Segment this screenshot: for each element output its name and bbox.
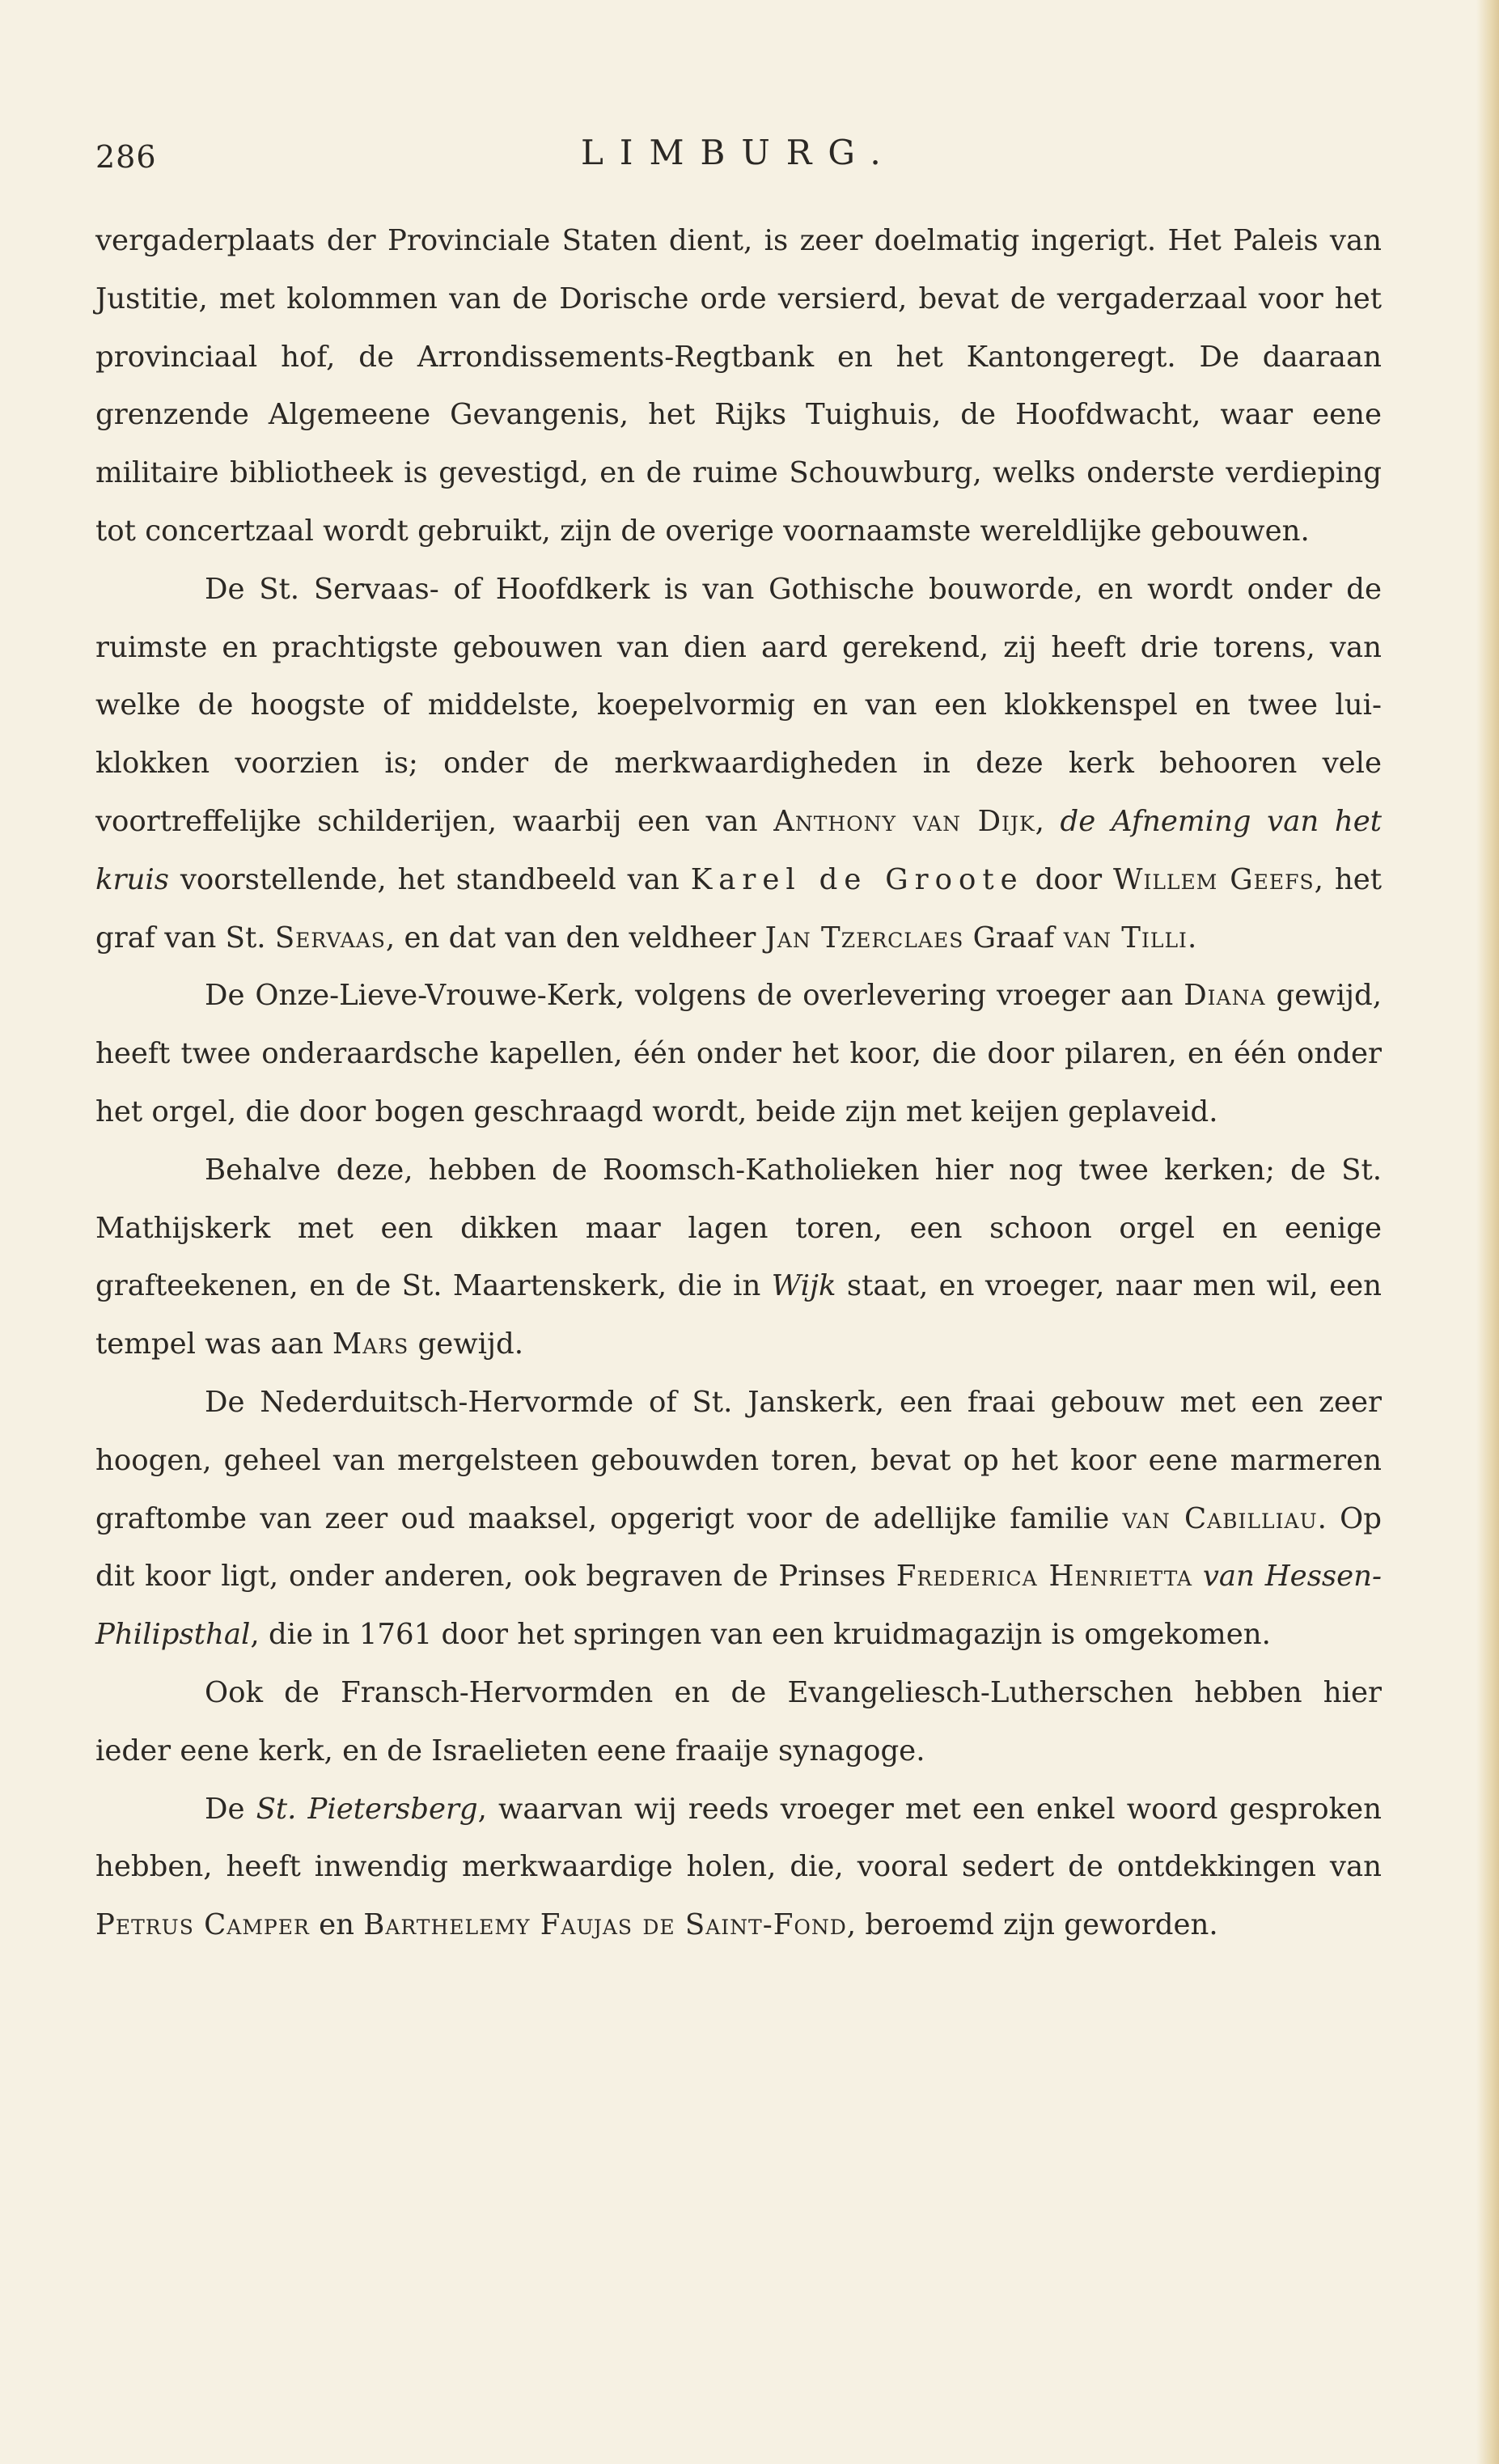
paragraph xyxy=(95,967,1382,1141)
text-run: Behalve deze, hebben de Roomsch-Katholieken hier nog twee kerken; de St. Mathijskerk met een dikken maar lagen toren, een schoon orgel en eenige grafteekenen, en de St. Maartenskerk, die in xyxy=(95,1153,1382,1303)
text-sc: Servaas xyxy=(274,921,386,955)
text-run: , en dat van den veldheer xyxy=(385,921,765,955)
body-text xyxy=(95,212,1382,1954)
text-run: gewijd, heeft twee onderaardsche kapellen, één onder het koor, die door pilaren, en één onder het orgel, die door bogen geschraagd wordt, beide zijn met keijen geplaveid. xyxy=(95,979,1382,1128)
page-edge xyxy=(1476,0,1499,2464)
text-run: , xyxy=(1035,804,1061,838)
text-run: Graaf xyxy=(963,921,1064,955)
text-it: van Hessen-Philipsthal xyxy=(95,1560,1382,1652)
text-run: . xyxy=(1187,921,1197,955)
paragraph xyxy=(95,561,1382,967)
text-run: De St. Servaas- of Hoofdkerk is van Gothische bouworde, en wordt onder de ruimste en prachtigste gebouwen van dien aard gerekend, zij heeft drie torens, van welke de hoogste of middelste, koepelvormig en van een klokkenspel en twee lui-klokken voorzien is; onder de merkwaardigheden in deze kerk behooren vele voortreffelijke schilderijen, waarbij een van xyxy=(95,572,1382,838)
text-run: en xyxy=(309,1908,364,1942)
text-run: De xyxy=(205,1792,256,1826)
paragraph xyxy=(95,1664,1382,1780)
text-sc: Diana xyxy=(1184,979,1266,1013)
paragraph xyxy=(95,1780,1382,1954)
text-run: door xyxy=(1023,862,1113,896)
paragraph xyxy=(95,1141,1382,1374)
text-sc: Jan Tzerclaes xyxy=(764,921,964,955)
running-title: LIMBURG. xyxy=(581,133,897,172)
text-run: , beroemd zijn geworden. xyxy=(846,1908,1218,1942)
text-run: staat, en vroeger, naar men wil, een tempel was aan xyxy=(95,1269,1382,1361)
text-sc: Mars xyxy=(332,1327,409,1361)
text-it: Wijk xyxy=(771,1269,836,1303)
text-sc: Petrus Camper xyxy=(95,1908,310,1942)
book-page xyxy=(95,121,1382,1954)
text-sc: van Tilli xyxy=(1063,921,1188,955)
text-run xyxy=(1192,1560,1203,1593)
text-run: Ook de Fransch-Hervormden en de Evangeliesch-Lutherschen hebben hier ieder eene kerk, en de Israelieten eene fraaije synagoge. xyxy=(95,1675,1382,1768)
text-sc: Barthelemy Faujas de Saint-Fond xyxy=(363,1908,847,1942)
text-sc: van Cabilliau xyxy=(1122,1501,1318,1535)
text-sc: Frederica Henrietta xyxy=(896,1560,1192,1594)
text-sc: Willem Geefs xyxy=(1112,862,1315,896)
paragraph xyxy=(95,1374,1382,1664)
text-run: vergaderplaats der Provinciale Staten dient, is zeer doelmatig ingerigt. Het Paleis van Justitie, met kolommen van de Dorische orde versierd, bevat de vergaderzaal voor het provinciaal hof, de Arrondissements-Regtbank en het Kantongeregt. De daaraan grenzende Algemeene Gevangenis, het Rijks Tuighuis, de Hoofdwacht, waar eene militaire bibliotheek is gevestigd, en de ruime Schouwburg, welks onderste verdieping tot concertzaal wordt gebruikt, zijn de overige voornaamste wereldlijke gebouwen. xyxy=(95,224,1382,548)
text-run: De Nederduitsch-Hervormde of St. Janskerk, een fraai gebouw met een zeer hoogen, geheel van mergelsteen gebouwden toren, bevat op het koor eene marmeren graftombe van zeer oud maaksel, opgerigt voor de adellijke familie xyxy=(95,1385,1382,1535)
text-run: De Onze-Lieve-Vrouwe-Kerk, volgens de overlevering vroeger aan xyxy=(205,979,1184,1013)
text-run: , die in 1761 door het springen van een kruidmagazijn is omgekomen. xyxy=(250,1618,1271,1652)
text-it: de Afneming van het kruis xyxy=(95,804,1382,896)
paragraph xyxy=(95,212,1382,561)
text-run: voorstellende, het standbeeld van xyxy=(168,862,691,896)
text-run: gewijd. xyxy=(409,1327,523,1361)
text-it: St. Pietersberg xyxy=(256,1792,478,1826)
page-header xyxy=(95,121,1382,178)
text-run: . Op dit koor ligt, onder anderen, ook begraven de Prinses xyxy=(95,1501,1382,1594)
text-sp: Karel de Groote xyxy=(690,862,1024,896)
text-sc: Anthony van Dijk xyxy=(773,804,1035,838)
page-number: 286 xyxy=(95,139,157,175)
text-run: , het graf van St. xyxy=(95,862,1382,955)
text-run: , waarvan wij reeds vroeger met een enkel woord gesproken hebben, heeft inwendig merkwaardige holen, die, vooral sedert de ontdekkingen van xyxy=(95,1792,1382,1884)
